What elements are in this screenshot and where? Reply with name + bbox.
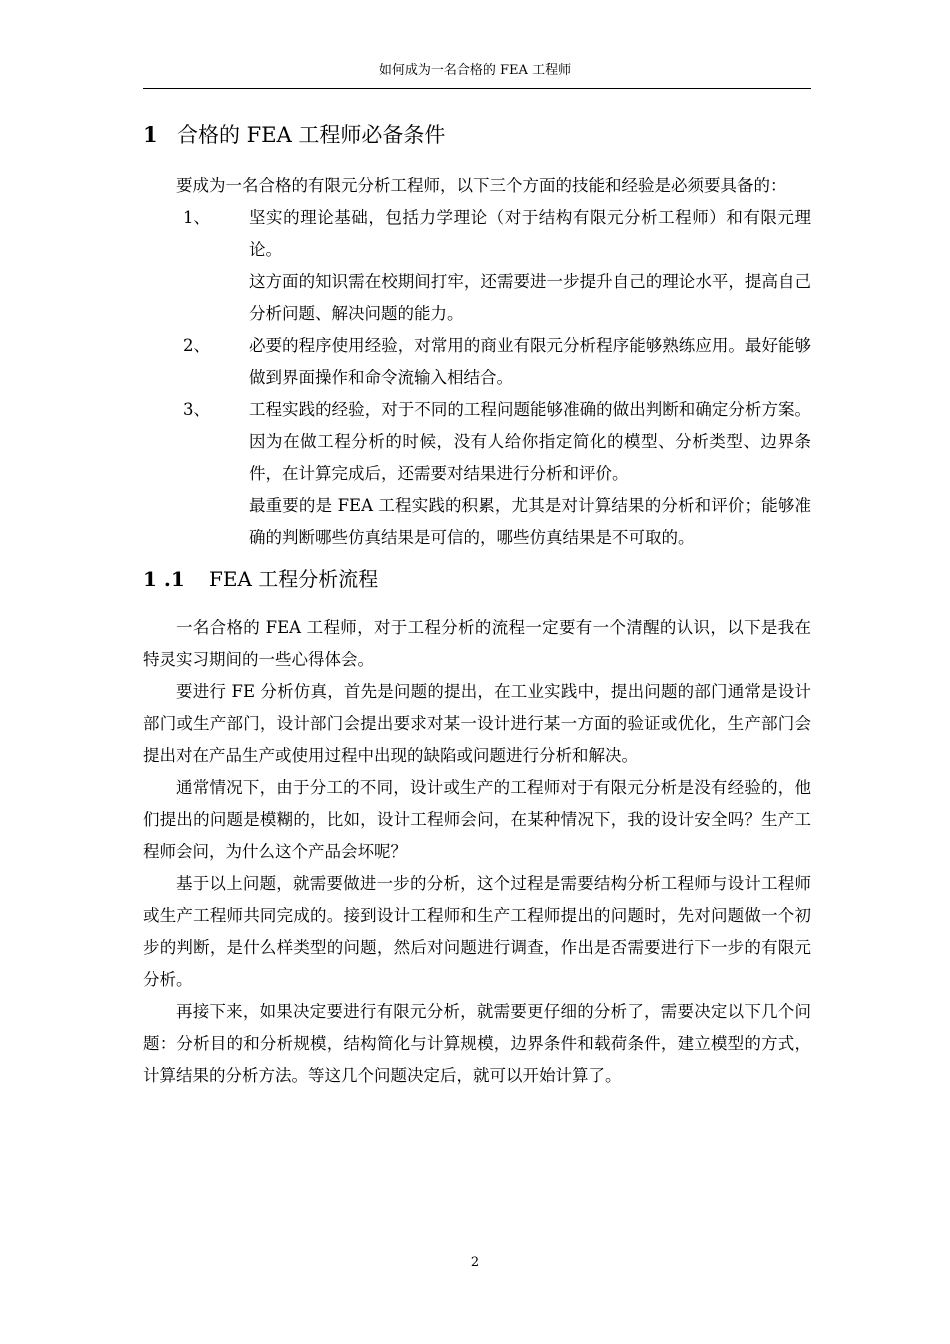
- header-rule: [143, 88, 811, 89]
- body-paragraph: 通常情况下，由于分工的不同，设计或生产的工程师对于有限元分析是没有经验的，他们提出的问题是模糊的，比如，设计工程师会问，在某种情况下，我的设计安全吗？生产工程师会问，为什么这个产品会坏呢？: [143, 778, 811, 861]
- section-1-title: 合格的 FEA 工程师必备条件: [177, 123, 446, 147]
- list-marker: 3、: [183, 400, 210, 419]
- list-item-text: 坚实的理论基础，包括力学理论（对于结构有限元分析工程师）和有限元理论。: [249, 208, 811, 259]
- page-number: 2: [470, 1255, 480, 1270]
- section-1-number: 1: [143, 122, 158, 147]
- list-marker: 2、: [183, 336, 210, 355]
- section-1-heading: [143, 120, 811, 150]
- body-paragraph: 一名合格的 FEA 工程师，对于工程分析的流程一定要有一个清醒的认识，以下是我在特灵实习期间的一些心得体会。: [143, 618, 811, 669]
- list-marker: 1、: [183, 208, 210, 227]
- list-item-text: 最重要的是 FEA 工程实践的积累，尤其是对计算结果的分析和评价；能够准确的判断哪些仿真结果是可信的，哪些仿真结果是不可取的。: [249, 496, 811, 547]
- body-paragraph: 再接下来，如果决定要进行有限元分析，就需要更仔细的分析了，需要决定以下几个问题：分析目的和分析规模，结构简化与计算规模，边界条件和载荷条件，建立模型的方式，计算结果的分析方法。等这几个问题决定后，就可以开始计算了。: [143, 1002, 811, 1085]
- list-item: [143, 330, 811, 394]
- requirements-list: [143, 202, 811, 554]
- list-item-text: 工程实践的经验，对于不同的工程问题能够准确的做出判断和确定分析方案。因为在做工程分析的时候，没有人给你指定简化的模型、分析类型、边界条件，在计算完成后，还需要对结果进行分析和评价。: [249, 400, 811, 483]
- page-content: [143, 120, 811, 1092]
- list-item: [143, 202, 811, 330]
- list-item-text: 必要的程序使用经验，对常用的商业有限元分析程序能够熟练应用。最好能够做到界面操作和命令流输入相结合。: [249, 336, 811, 387]
- section-1-1-heading: [143, 564, 811, 594]
- section-1-1-title: FEA 工程分析流程: [209, 567, 379, 591]
- section-1-1-number: 1 .1: [143, 567, 185, 591]
- body-paragraph: 要进行 FE 分析仿真，首先是问题的提出，在工业实践中，提出问题的部门通常是设计部门或生产部门，设计部门会提出要求对某一设计进行某一方面的验证或优化，生产部门会提出对在产品生产或使用过程中出现的缺陷或问题进行分析和解决。: [143, 682, 811, 765]
- list-item: [143, 394, 811, 554]
- running-header: 如何成为一名合格的 FEA 工程师: [378, 63, 572, 78]
- section-1-intro: 要成为一名合格的有限元分析工程师，以下三个方面的技能和经验是必须要具备的：: [176, 176, 787, 195]
- list-item-text: 这方面的知识需在校期间打牢，还需要进一步提升自己的理论水平，提高自己分析问题、解决问题的能力。: [249, 272, 811, 323]
- body-paragraph: 基于以上问题，就需要做进一步的分析，这个过程是需要结构分析工程师与设计工程师或生产工程师共同完成的。接到设计工程师和生产工程师提出的问题时，先对问题做一个初步的判断，是什么样类型的问题，然后对问题进行调查，作出是否需要进行下一步的有限元分析。: [143, 874, 811, 989]
